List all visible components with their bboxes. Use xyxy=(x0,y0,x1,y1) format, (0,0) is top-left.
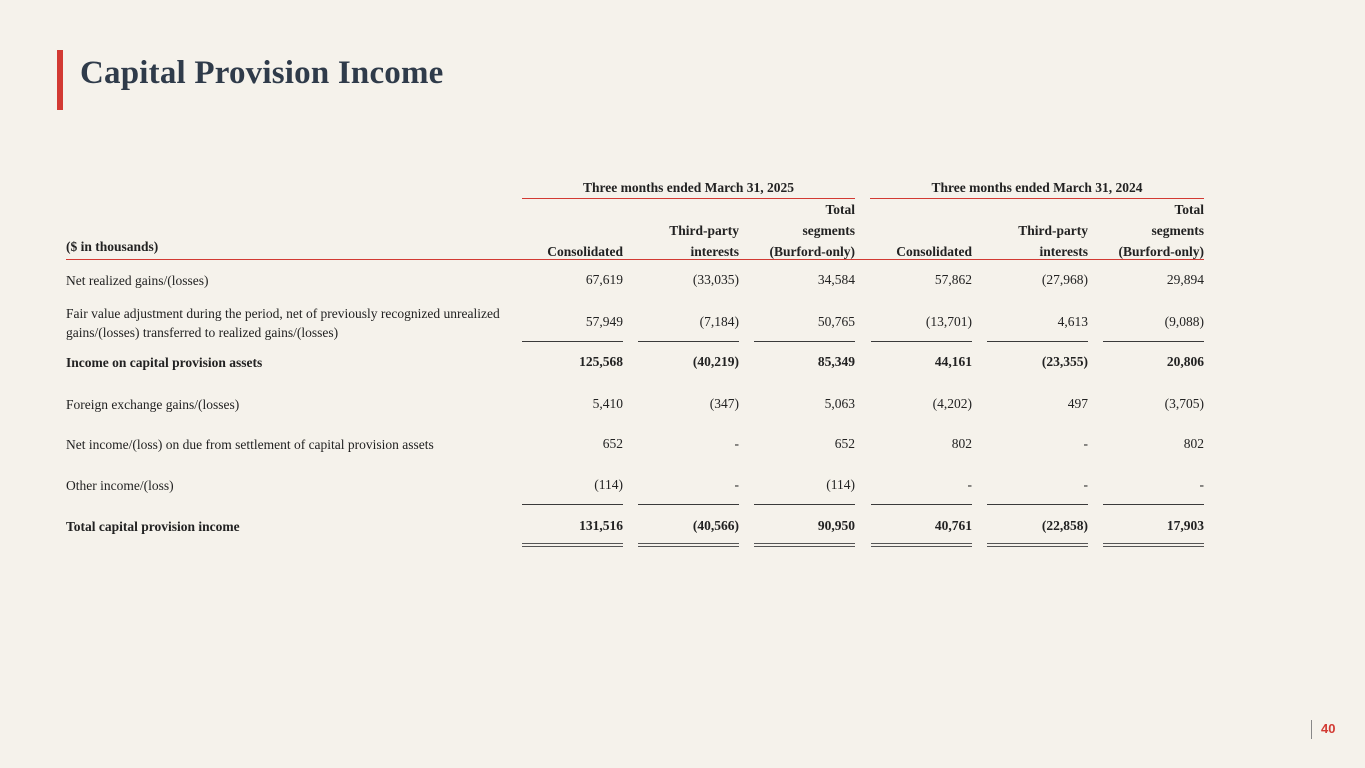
header-divider xyxy=(66,259,1204,260)
table-row-label: Other income/(loss) xyxy=(66,478,174,493)
table-cell: (23,355) xyxy=(1041,354,1088,369)
table-cell: 802 xyxy=(951,436,972,451)
subtotal-rule xyxy=(754,341,855,342)
column-header: Third-party interests xyxy=(1018,223,1088,259)
table-cell: (4,202) xyxy=(932,396,972,411)
table-cell: 29,894 xyxy=(1166,272,1204,287)
grand-total-double-rule xyxy=(987,543,1088,547)
table-cell: 17,903 xyxy=(1166,518,1204,533)
table-cell: (22,858) xyxy=(1041,518,1088,533)
table-cell: (114) xyxy=(594,477,623,492)
total-rule xyxy=(522,504,623,505)
table-cell: (7,184) xyxy=(699,314,739,329)
title-accent-bar xyxy=(57,50,63,110)
table-cell: 20,806 xyxy=(1166,354,1204,369)
grand-total-double-rule xyxy=(1103,543,1204,547)
table-row-label: Total capital provision income xyxy=(66,519,240,534)
table-cell: 40,761 xyxy=(934,518,972,533)
total-rule xyxy=(1103,504,1204,505)
column-header: Consolidated xyxy=(547,244,623,259)
subtotal-rule xyxy=(871,341,972,342)
subtotal-rule xyxy=(1103,341,1204,342)
table-cell: - xyxy=(1083,477,1088,492)
table-cell: - xyxy=(734,477,739,492)
table-cell: 4,613 xyxy=(1057,314,1088,329)
table-row-label: Income on capital provision assets xyxy=(66,355,263,370)
total-rule xyxy=(638,504,739,505)
grand-total-double-rule xyxy=(522,543,623,547)
table-cell: (114) xyxy=(826,477,855,492)
table-row-label: Fair value adjustment during the period, net of previously recognized unrealized gains/(losses) transferred to realized gains/(losses) xyxy=(66,306,500,340)
table-cell: 125,568 xyxy=(579,354,623,369)
table-cell: 57,862 xyxy=(934,272,972,287)
column-header: Third-party interests xyxy=(669,223,739,259)
total-rule xyxy=(871,504,972,505)
table-cell: 50,765 xyxy=(817,314,855,329)
table-cell: (33,035) xyxy=(692,272,739,287)
table-row-label: Foreign exchange gains/(losses) xyxy=(66,397,240,412)
table-cell: - xyxy=(1199,477,1204,492)
grand-total-double-rule xyxy=(754,543,855,547)
column-header: Total segments (Burford-only) xyxy=(1118,202,1204,259)
page-title: Capital Provision Income xyxy=(80,55,444,91)
table-cell: 44,161 xyxy=(934,354,972,369)
table-row-label: Net realized gains/(losses) xyxy=(66,273,209,288)
column-header: Consolidated xyxy=(896,244,972,259)
table-cell: 57,949 xyxy=(585,314,623,329)
table-cell: 131,516 xyxy=(579,518,623,533)
table-cell: 85,349 xyxy=(817,354,855,369)
table-cell: 652 xyxy=(602,436,623,451)
table-row-label: Net income/(loss) on due from settlement of capital provision assets xyxy=(66,437,434,452)
column-header: Total segments (Burford-only) xyxy=(769,202,855,259)
subtotal-rule xyxy=(987,341,1088,342)
table-cell: 802 xyxy=(1183,436,1204,451)
table-cell: 5,410 xyxy=(592,396,623,411)
grand-total-double-rule xyxy=(871,543,972,547)
table-cell: 90,950 xyxy=(817,518,855,533)
table-cell: - xyxy=(1083,436,1088,451)
table-cell: (3,705) xyxy=(1164,396,1204,411)
period-header-2024: Three months ended March 31, 2024 xyxy=(931,180,1143,195)
subtotal-rule xyxy=(522,341,623,342)
table-cell: (347) xyxy=(709,396,739,411)
table-cell: 5,063 xyxy=(824,396,855,411)
table-cell: - xyxy=(734,436,739,451)
subtotal-rule xyxy=(638,341,739,342)
page-number: 40 xyxy=(1321,721,1336,736)
total-rule xyxy=(987,504,1088,505)
units-label: ($ in thousands) xyxy=(66,239,159,254)
table-cell: (9,088) xyxy=(1164,314,1204,329)
total-rule xyxy=(754,504,855,505)
table-cell: (40,219) xyxy=(692,354,739,369)
table-cell: 652 xyxy=(834,436,855,451)
grand-total-double-rule xyxy=(638,543,739,547)
table-cell: 34,584 xyxy=(817,272,855,287)
table-cell: (27,968) xyxy=(1041,272,1088,287)
table-cell: (40,566) xyxy=(692,518,739,533)
table-cell: - xyxy=(967,477,972,492)
table-cell: 67,619 xyxy=(585,272,623,287)
page-number-separator xyxy=(1311,720,1312,739)
table-cell: (13,701) xyxy=(925,314,972,329)
period-header-2025: Three months ended March 31, 2025 xyxy=(582,180,794,195)
table-cell: 497 xyxy=(1067,396,1088,411)
